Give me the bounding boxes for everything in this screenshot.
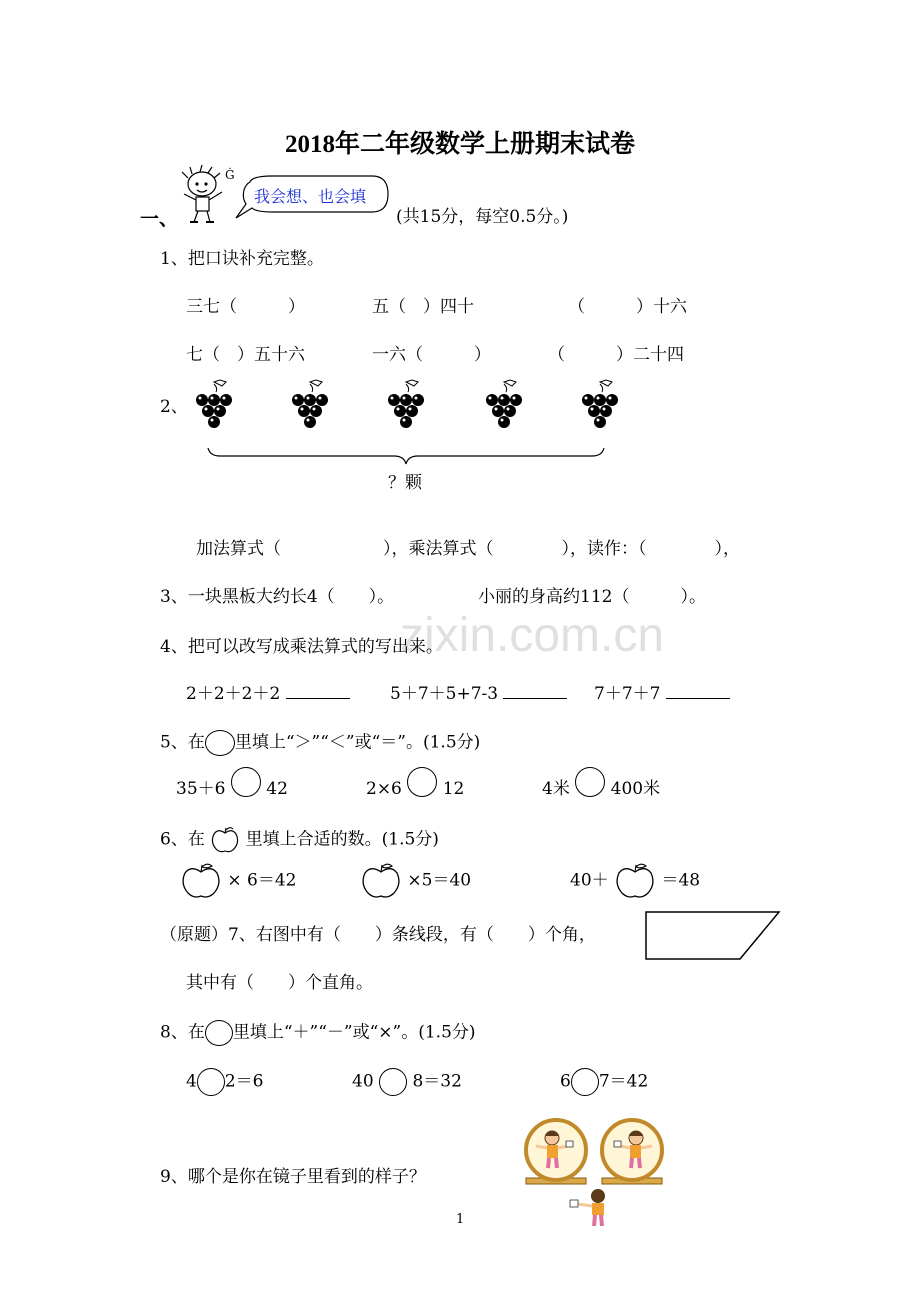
speech-bubble-text: 我会想、也会填 (254, 187, 367, 206)
circle-blank-icon[interactable] (379, 1068, 407, 1096)
apple-blank-icon[interactable] (360, 862, 402, 900)
q8-right: 2＝6 (224, 1071, 264, 1092)
circle-blank-icon[interactable] (231, 767, 261, 797)
q8-label (160, 1020, 476, 1046)
circle-blank-icon (205, 1020, 233, 1046)
mirror-pictures (522, 1116, 666, 1186)
q2-answer-line: 加法算式（ ），乘法算式（ ），读作：（ ）， (196, 539, 740, 559)
apple-blank-icon (210, 826, 240, 854)
q5-item (542, 778, 660, 800)
q6-label-b: 里填上合适的数。(1.5分) (245, 829, 439, 850)
grapes-brace (206, 446, 606, 466)
q7-line-1: （原题）7、右图中有（ ）条线段，有（ ）个角， (160, 925, 596, 945)
apple-blank-icon[interactable] (180, 862, 222, 900)
q5-item (366, 778, 464, 800)
page-number: 1 (456, 1212, 465, 1227)
q4-item (594, 682, 730, 705)
q6-item (180, 862, 297, 900)
q5-left: 4米 (542, 779, 570, 799)
q1-blank: 五（ ）四十 (372, 297, 474, 317)
q9-text: 9、哪个是你在镜子里看到的样子？ (160, 1167, 426, 1187)
q5-item (176, 778, 288, 800)
q6-after: ×5＝40 (407, 870, 472, 891)
section-number: 一、 (140, 208, 179, 230)
q8-label-a: 8、在 (160, 1022, 205, 1043)
apple-blank-icon[interactable] (614, 862, 656, 900)
q8-left: 4 (186, 1071, 197, 1092)
q6-label (160, 826, 439, 854)
child-picture (568, 1188, 618, 1230)
answer-line[interactable] (286, 682, 350, 699)
q8-right: 8＝32 (412, 1071, 462, 1092)
grapes-row (190, 378, 630, 438)
q4-expression: 5＋7＋5+7-3 (390, 684, 499, 704)
q5-label-b: 里填上“＞”“＜”或“＝”。(1.5分) (234, 732, 481, 753)
q8-item (560, 1068, 648, 1096)
q5-label (160, 730, 480, 756)
q2-caption: ？颗 (388, 473, 422, 493)
q5-right: 12 (442, 779, 465, 799)
q1-blank: （ ）十六 (568, 297, 687, 317)
trapezoid-figure (644, 910, 782, 962)
q2-label: 2、 (160, 397, 188, 417)
q1-blank: 三七（ ） (186, 297, 305, 317)
watermark: zixin.com.cn (400, 609, 665, 662)
q4-label: 4、把可以改写成乘法算式的写出来。 (160, 637, 443, 657)
q8-left: 40 (352, 1071, 374, 1092)
q8-right: 7＝42 (598, 1071, 649, 1092)
q7-line-2: 其中有（ ）个直角。 (186, 973, 373, 993)
q1-blank: 一六（ ） (372, 345, 491, 365)
q5-left: 35＋6 (176, 779, 226, 799)
q1-blank: （ ）二十四 (548, 345, 684, 365)
q5-label-a: 5、在 (160, 732, 205, 753)
q6-after: ＝48 (661, 870, 701, 891)
q8-label-b: 里填上“＋”“－”或“×”。(1.5分) (232, 1022, 476, 1043)
circle-blank-icon (205, 730, 235, 756)
q5-right: 400米 (610, 779, 661, 799)
q6-item (570, 862, 700, 900)
q8-left: 6 (560, 1071, 571, 1092)
page-title: 2018年二年级数学上册期末试卷 (284, 131, 635, 158)
circle-blank-icon[interactable] (407, 767, 437, 797)
q6-after: × 6＝42 (227, 870, 297, 891)
q1-blank: 七（ ）五十六 (186, 345, 305, 365)
q6-label-a: 6、在 (160, 829, 205, 850)
section-score: (共15分，每空0.5分。) (396, 207, 569, 227)
q8-item (186, 1068, 263, 1096)
circle-blank-icon[interactable] (571, 1068, 599, 1096)
circle-blank-icon[interactable] (575, 767, 605, 797)
q6-before: 40＋ (570, 870, 609, 891)
q4-expression: 2＋2＋2＋2 (186, 684, 281, 704)
q4-expression: 7＋7＋7 (594, 684, 661, 704)
q3-text-2: 小丽的身高约112（ ）。 (478, 587, 706, 607)
answer-line[interactable] (503, 682, 567, 699)
answer-line[interactable] (666, 682, 730, 699)
speech-bubble (232, 174, 392, 220)
q6-item (360, 862, 471, 900)
q8-item (352, 1068, 462, 1096)
q3-text-1: 3、一块黑板大约长4（ ）。 (160, 587, 395, 607)
circle-blank-icon[interactable] (197, 1068, 225, 1096)
q5-right: 42 (266, 779, 288, 799)
q1-label: 1、把口诀补充完整。 (160, 249, 324, 269)
mascot-mark: Ġ (225, 168, 235, 182)
q5-left: 2×6 (366, 779, 402, 799)
q4-item (390, 682, 567, 705)
q4-item (186, 682, 350, 705)
